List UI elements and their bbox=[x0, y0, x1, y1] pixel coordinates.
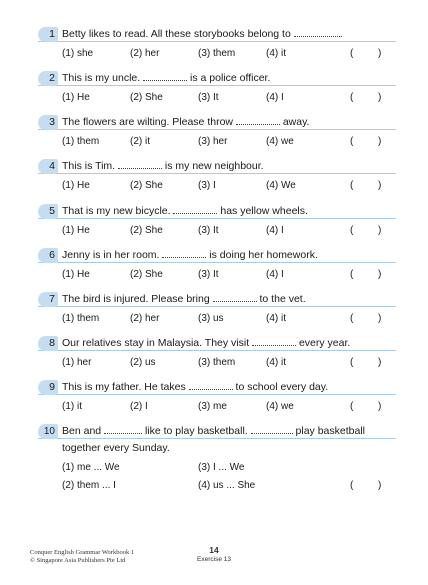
answer-bracket[interactable] bbox=[350, 356, 390, 370]
option-3[interactable]: (3) them bbox=[198, 48, 236, 59]
question-text-part: to the vet. bbox=[256, 293, 306, 305]
question-text-part: . bbox=[339, 28, 343, 40]
question-text-part: Ben and bbox=[62, 425, 105, 437]
footer-credits bbox=[30, 549, 134, 565]
question-text bbox=[62, 336, 350, 351]
bracket-close: ) bbox=[378, 136, 382, 147]
option-2[interactable]: (2) She bbox=[130, 180, 163, 191]
option-3[interactable]: (3) I bbox=[198, 180, 216, 191]
question-text-part: Betty likes to read. All these storybooks belong to bbox=[62, 28, 294, 40]
answer-blank[interactable] bbox=[252, 336, 296, 346]
bracket-close: ) bbox=[378, 180, 382, 191]
answer-bracket[interactable] bbox=[350, 47, 390, 61]
option-1[interactable]: (1) her bbox=[62, 357, 92, 368]
answer-bracket[interactable] bbox=[350, 268, 390, 282]
question-text-part: This is my uncle. bbox=[62, 72, 144, 84]
bracket-close: ) bbox=[378, 48, 382, 59]
option-1[interactable]: (1) me ... We bbox=[62, 462, 120, 473]
question-text bbox=[62, 248, 318, 263]
answer-blank[interactable] bbox=[118, 159, 162, 169]
page-number: 14 bbox=[209, 545, 219, 555]
bracket-open: ( bbox=[350, 480, 354, 491]
bracket-open: ( bbox=[350, 136, 354, 147]
bracket-open: ( bbox=[350, 269, 354, 280]
answer-bracket[interactable] bbox=[350, 135, 390, 149]
bracket-open: ( bbox=[350, 313, 354, 324]
options-row bbox=[62, 91, 396, 105]
option-4[interactable]: (4) we bbox=[266, 136, 294, 147]
answer-blank[interactable] bbox=[294, 27, 340, 37]
question-text-part: This is my father. He takes bbox=[62, 381, 189, 393]
answer-blank[interactable] bbox=[189, 380, 233, 390]
option-2[interactable]: (2) I bbox=[130, 401, 148, 412]
question-number: 1 bbox=[38, 27, 58, 42]
options-row-2 bbox=[62, 479, 396, 493]
answer-blank[interactable] bbox=[173, 204, 217, 214]
option-2[interactable]: (2) She bbox=[130, 269, 163, 280]
bracket-close: ) bbox=[378, 92, 382, 103]
option-2[interactable]: (2) them ... I bbox=[62, 480, 116, 491]
bracket-open: ( bbox=[350, 357, 354, 368]
option-4[interactable]: (4) I bbox=[266, 269, 284, 280]
option-1[interactable]: (1) it bbox=[62, 401, 82, 412]
option-1[interactable]: (1) He bbox=[62, 180, 90, 191]
bracket-close: ) bbox=[378, 401, 382, 412]
options-row-1 bbox=[62, 461, 396, 475]
bracket-open: ( bbox=[350, 48, 354, 59]
option-3[interactable]: (3) me bbox=[198, 401, 227, 412]
options-row bbox=[62, 268, 396, 282]
question-text bbox=[62, 380, 328, 395]
question-text-part: away. bbox=[279, 116, 310, 128]
option-4[interactable]: (4) I bbox=[266, 92, 284, 103]
bracket-close: ) bbox=[378, 225, 382, 236]
question-text-part: to school every day. bbox=[232, 381, 329, 393]
option-3[interactable]: (3) us bbox=[198, 313, 224, 324]
answer-bracket[interactable] bbox=[350, 179, 390, 193]
option-1[interactable]: (1) He bbox=[62, 92, 90, 103]
question-number: 6 bbox=[38, 248, 58, 263]
option-3[interactable]: (3) her bbox=[198, 136, 228, 147]
question-text bbox=[62, 27, 343, 42]
answer-bracket[interactable] bbox=[350, 91, 390, 105]
question-text bbox=[62, 115, 309, 130]
option-4[interactable]: (4) I bbox=[266, 225, 284, 236]
option-4[interactable]: (4) it bbox=[266, 357, 286, 368]
question-number: 10 bbox=[38, 424, 58, 439]
option-2[interactable]: (2) She bbox=[130, 92, 163, 103]
option-2[interactable]: (2) us bbox=[130, 357, 156, 368]
option-2[interactable]: (2) it bbox=[130, 136, 150, 147]
question-text-part: has yellow wheels. bbox=[217, 205, 308, 217]
option-2[interactable]: (2) her bbox=[130, 313, 160, 324]
exercise-label: Exercise 13 bbox=[197, 556, 231, 563]
footer-page-info bbox=[194, 546, 234, 564]
question-text-part: This is Tim. bbox=[62, 160, 119, 172]
option-3[interactable]: (3) It bbox=[198, 92, 219, 103]
question-number: 8 bbox=[38, 336, 58, 351]
bracket-open: ( bbox=[350, 92, 354, 103]
option-3[interactable]: (3) them bbox=[198, 357, 236, 368]
question-number: 9 bbox=[38, 380, 58, 395]
question-text-part: Our relatives stay in Malaysia. They visit bbox=[62, 337, 253, 349]
question-text-line2: together every Sunday. bbox=[62, 442, 170, 454]
answer-blank-1[interactable] bbox=[104, 424, 142, 434]
option-4[interactable]: (4) it bbox=[266, 48, 286, 59]
option-1[interactable]: (1) them bbox=[62, 313, 100, 324]
question-text bbox=[62, 159, 264, 174]
options-row bbox=[62, 400, 396, 414]
answer-bracket[interactable] bbox=[350, 312, 390, 326]
question-number: 3 bbox=[38, 115, 58, 130]
options-row bbox=[62, 47, 396, 61]
bracket-open: ( bbox=[350, 401, 354, 412]
option-3[interactable]: (3) I ... We bbox=[198, 462, 245, 473]
question-text bbox=[62, 204, 308, 219]
options-row bbox=[62, 135, 396, 149]
bracket-close: ) bbox=[378, 269, 382, 280]
options-row bbox=[62, 224, 396, 238]
option-1[interactable]: (1) them bbox=[62, 136, 100, 147]
question-text bbox=[62, 292, 306, 307]
question-text-part: play basketball bbox=[292, 425, 365, 437]
question-text-part: is my new neighbour. bbox=[162, 160, 264, 172]
option-1[interactable]: (1) He bbox=[62, 269, 90, 280]
answer-blank[interactable] bbox=[143, 71, 187, 81]
option-1[interactable]: (1) He bbox=[62, 225, 90, 236]
answer-blank[interactable] bbox=[236, 115, 280, 125]
bracket-close: ) bbox=[378, 480, 382, 491]
option-4[interactable]: (4) we bbox=[266, 401, 294, 412]
question-number: 4 bbox=[38, 159, 58, 174]
question-text-part: That is my new bicycle. bbox=[62, 205, 174, 217]
options-row bbox=[62, 312, 396, 326]
option-2[interactable]: (2) her bbox=[130, 48, 160, 59]
option-1[interactable]: (1) she bbox=[62, 48, 94, 59]
options-row bbox=[62, 356, 396, 370]
answer-blank-2[interactable] bbox=[251, 424, 293, 434]
question-text-part: is doing her homework. bbox=[206, 249, 318, 261]
bracket-close: ) bbox=[378, 357, 382, 368]
bracket-close: ) bbox=[378, 313, 382, 324]
option-2[interactable]: (2) She bbox=[130, 225, 163, 236]
question-text-part: Jenny is in her room. bbox=[62, 249, 163, 261]
answer-bracket[interactable] bbox=[350, 400, 390, 414]
answer-blank[interactable] bbox=[162, 248, 206, 258]
question-text-part: The flowers are wilting. Please throw bbox=[62, 116, 236, 128]
answer-bracket[interactable] bbox=[350, 479, 390, 493]
bracket-open: ( bbox=[350, 180, 354, 191]
question-text-part: like to play basketball. bbox=[142, 425, 251, 437]
book-title: Conquer English Grammar Workbook 1 bbox=[30, 549, 135, 556]
option-3[interactable]: (3) It bbox=[198, 269, 219, 280]
option-4[interactable]: (4) it bbox=[266, 313, 286, 324]
option-4[interactable]: (4) We bbox=[266, 180, 296, 191]
question-text-part: is a police officer. bbox=[187, 72, 271, 84]
answer-blank[interactable] bbox=[213, 292, 257, 302]
question-number: 2 bbox=[38, 71, 58, 86]
answer-bracket[interactable] bbox=[350, 224, 390, 238]
question-text bbox=[62, 71, 270, 86]
bracket-open: ( bbox=[350, 225, 354, 236]
options-row bbox=[62, 179, 396, 193]
question-number: 5 bbox=[38, 204, 58, 219]
question-text bbox=[62, 424, 365, 439]
option-3[interactable]: (3) It bbox=[198, 225, 219, 236]
question-text-part: every year. bbox=[296, 337, 351, 349]
question-text-part: The bird is injured. Please bring bbox=[62, 293, 213, 305]
question-number: 7 bbox=[38, 292, 58, 307]
publisher: © Singapore Asia Publishers Pte Ltd bbox=[30, 557, 126, 564]
option-4[interactable]: (4) us ... She bbox=[198, 480, 256, 491]
